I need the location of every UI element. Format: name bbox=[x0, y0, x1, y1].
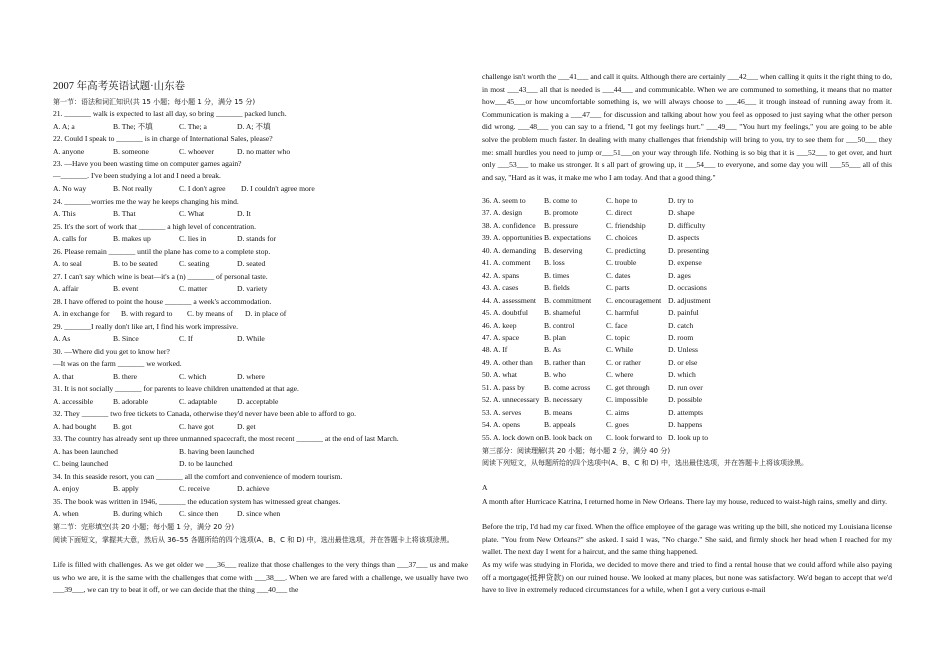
question-28: 28. I have offered to point the house _______ a week's accommodation. bbox=[53, 297, 272, 306]
cloze-option: 42. A. spans bbox=[482, 270, 520, 280]
cloze-option: D. expense bbox=[668, 258, 702, 268]
cloze-option-row bbox=[482, 233, 699, 243]
question-30-reply: —It was on the farm _______ we worked. bbox=[53, 359, 182, 368]
cloze-option: B. commitment bbox=[544, 295, 592, 305]
question-29-options: A. As B. Since C. If D. While bbox=[53, 334, 265, 343]
question-30: 30. —Where did you get to know her? bbox=[53, 347, 170, 356]
cloze-option: D. presenting bbox=[668, 245, 709, 255]
cloze-option: B. deserving bbox=[544, 245, 583, 255]
question-33: 33. The country has already sent up three unmanned spacecraft, the most recent _______ at the end of last March. bbox=[53, 434, 399, 443]
cloze-option: B. control bbox=[544, 320, 575, 330]
question-34: 34. In this seaside resort, you can _______ all the comfort and convenience of modern tourism. bbox=[53, 472, 343, 481]
cloze-option: 50. A. what bbox=[482, 370, 518, 380]
cloze-option: 36. A. seem to bbox=[482, 196, 526, 205]
cloze-option: 45. A. doubtful bbox=[482, 308, 528, 318]
cloze-option: D. Unless bbox=[668, 345, 698, 355]
cloze-option: B. pressure bbox=[544, 220, 579, 230]
cloze-option-row bbox=[482, 308, 699, 318]
cloze-option: 53. A. serves bbox=[482, 407, 522, 417]
cloze-option: 52. A. unnecessary bbox=[482, 395, 540, 405]
section3-header: 第三部分：阅读理解(共 20 小题；每小题 2 分，满分 40 分) bbox=[482, 447, 671, 455]
cloze-option-row bbox=[482, 433, 708, 443]
cloze-option: 44. A. assessment bbox=[482, 295, 536, 305]
cloze-option: C. While bbox=[606, 345, 634, 355]
cloze-option: D. difficulty bbox=[668, 220, 706, 230]
question-26-options: A. to seal B. to be seated C. seating D. seated bbox=[53, 259, 266, 268]
cloze-option: D. attempts bbox=[668, 407, 704, 417]
cloze-option-row bbox=[482, 345, 698, 355]
question-33-options-row1: A. has been launched B. having been launched bbox=[53, 447, 255, 456]
question-23-reply: —_______. I've been studying a lot and I need a break. bbox=[53, 171, 221, 180]
question-29: 29. _______I really don't like art, I find his work impressive. bbox=[53, 322, 239, 331]
cloze-option: D. happens bbox=[668, 420, 703, 430]
cloze-option: 46. A. keep bbox=[482, 320, 517, 330]
cloze-option-row bbox=[482, 296, 711, 306]
question-28-options: A. in exchange for B. with regard to C. by means of D. in place of bbox=[53, 309, 287, 318]
cloze-option: 48. A. If bbox=[482, 345, 508, 355]
cloze-option-row bbox=[482, 196, 694, 206]
cloze-option: 39. A. opportunities bbox=[482, 233, 543, 243]
cloze-option-row bbox=[482, 258, 702, 268]
passage-paragraph-3: As my wife was studying in Florida, we decided to move there and tried to find a rental house that we could afford while also paying off a mortgage(抵押贷款) on our ruined house. We looked at many places, but none was satisfactory. We'd began to accept that we'd have to live in extremely reduced circumstances for a while, when I got a very curious e-mail bbox=[482, 560, 892, 595]
cloze-option: C. goes bbox=[606, 420, 629, 430]
question-24: 24. _______worries me the way he keeps changing his mind. bbox=[53, 197, 239, 206]
cloze-option: D. aspects bbox=[668, 233, 700, 243]
cloze-passage-start: Life is filled with challenges. As we get older we ___36___ realize that those challenges to the very things than ___37___ us and make us who we are, it is the same with the challenges that come with ___38___. When we are fared with a challenge, we usually have two ___39___, we can try to beat it off, or we can decide that the thing ___40___ the bbox=[53, 560, 468, 595]
cloze-option: B. expectations bbox=[544, 233, 591, 243]
cloze-option: B. means bbox=[544, 407, 573, 417]
cloze-option-row bbox=[482, 246, 709, 256]
cloze-option: B. come to bbox=[544, 196, 578, 205]
passage-label: A bbox=[482, 483, 488, 492]
cloze-option: B. who bbox=[544, 370, 566, 380]
cloze-option: B. plan bbox=[544, 332, 566, 342]
cloze-option: B. loss bbox=[544, 258, 565, 268]
cloze-option: C. get through bbox=[606, 382, 650, 392]
cloze-option: D. look up to bbox=[668, 432, 709, 442]
cloze-option-row bbox=[482, 208, 695, 218]
cloze-option: 49. A. other than bbox=[482, 357, 533, 367]
cloze-option: B. appeals bbox=[544, 420, 576, 430]
cloze-option: C. harmful bbox=[606, 308, 639, 318]
cloze-option: C. choices bbox=[606, 233, 638, 243]
cloze-option: C. aims bbox=[606, 407, 630, 417]
cloze-option-row bbox=[482, 271, 691, 281]
cloze-option: B. rather than bbox=[544, 357, 586, 367]
cloze-option: 54. A. opens bbox=[482, 420, 520, 430]
question-31-options: A. accessible B. adorable C. adaptable D. acceptable bbox=[53, 397, 279, 406]
cloze-option: B. As bbox=[544, 345, 561, 355]
cloze-option: C. impossible bbox=[606, 395, 648, 405]
section2-header: 第二节：完形填空(共 20 小题；每小题 1 分，满分 20 分) bbox=[53, 523, 235, 531]
question-33-options-row2: C. being launched D. to be launched bbox=[53, 459, 233, 468]
cloze-option: D. adjustment bbox=[668, 295, 711, 305]
question-21-options: A. A; a B. The; 不填 C. The; a D. A; 不填 bbox=[53, 122, 271, 131]
question-27-options: A. affair B. event C. matter D. variety bbox=[53, 284, 268, 293]
cloze-option: D. occasions bbox=[668, 283, 707, 293]
cloze-option: C. or rather bbox=[606, 357, 641, 367]
cloze-option: C. face bbox=[606, 320, 628, 330]
question-35-options: A. when B. during which C. since then D. since when bbox=[53, 509, 281, 518]
cloze-option: B. shameful bbox=[544, 308, 581, 318]
question-24-options: A. This B. That C. What D. It bbox=[53, 209, 251, 218]
question-35: 35. The book was written in 1946, _______ the education system has witnessed great changes. bbox=[53, 497, 341, 506]
cloze-option: 38. A. confidence bbox=[482, 220, 536, 230]
cloze-option: B. promote bbox=[544, 208, 579, 218]
cloze-option: D. room bbox=[668, 332, 694, 342]
question-25: 25. It's the sort of work that _______ a high level of concentration. bbox=[53, 222, 256, 231]
cloze-option: 43. A. cases bbox=[482, 283, 519, 293]
cloze-option-row bbox=[482, 420, 702, 430]
question-26: 26. Please remain _______ until the plane has come to a complete stop. bbox=[53, 247, 271, 256]
cloze-option: B. look back on bbox=[544, 432, 593, 442]
cloze-option-row bbox=[482, 370, 696, 380]
cloze-option: B. times bbox=[544, 270, 570, 280]
question-30-options: A. that B. there C. which D. where bbox=[53, 372, 265, 381]
cloze-option: D. or else bbox=[668, 357, 698, 367]
cloze-option: C. hope to bbox=[606, 196, 638, 205]
cloze-option: 51. A. pass by bbox=[482, 382, 525, 392]
question-32: 32. They _______ two free tickets to Canada, otherwise they'd never have been able to afford to go. bbox=[53, 409, 357, 418]
cloze-option: D. try to bbox=[668, 196, 694, 205]
cloze-option: C. topic bbox=[606, 332, 631, 342]
question-31: 31. It is not socially _______ for parents to leave children unattended at that age. bbox=[53, 384, 299, 393]
cloze-option-row bbox=[482, 383, 703, 393]
cloze-option-row bbox=[482, 408, 703, 418]
cloze-option: D. shape bbox=[668, 208, 695, 218]
question-27: 27. I can't say which wine is beat—it's a (n) _______ of personal taste. bbox=[53, 272, 268, 281]
cloze-option: C. parts bbox=[606, 283, 630, 293]
cloze-option: D. run over bbox=[668, 382, 703, 392]
cloze-option-row bbox=[482, 358, 697, 368]
cloze-option: D. possible bbox=[668, 395, 703, 405]
cloze-option: 40. A. demanding bbox=[482, 245, 536, 255]
cloze-option: 37. A. design bbox=[482, 208, 523, 218]
cloze-option: C. friendship bbox=[606, 220, 646, 230]
cloze-option-row bbox=[482, 395, 702, 405]
cloze-option: C. predicting bbox=[606, 245, 646, 255]
cloze-option: B. fields bbox=[544, 283, 570, 293]
cloze-option: C. trouble bbox=[606, 258, 637, 268]
question-25-options: A. calls for B. makes up C. lies in D. stands for bbox=[53, 234, 277, 243]
question-23-options: A. No way B. Not really C. I don't agree D. I couldn't agree more bbox=[53, 184, 315, 193]
cloze-option: C. encouragement bbox=[606, 295, 662, 305]
passage-paragraph-1: A month after Hurricace Katrina, I returned home in New Orleans. There lay my house, reduced to waist-high rains, smelly and dirty. bbox=[482, 497, 888, 506]
section2-instructions: 阅读下面短文，掌握其大意，然后从 36–55 各题所给的四个选项(A、B、C 和 D) 中，选出最佳选项，并在答题卡上将该项涂黑。 bbox=[53, 536, 454, 544]
cloze-option: 41. A. comment bbox=[482, 258, 531, 268]
cloze-option: 55. A. lock down on bbox=[482, 432, 544, 442]
cloze-option: C. direct bbox=[606, 208, 633, 218]
cloze-option-row bbox=[482, 221, 705, 231]
cloze-passage-continued: challenge isn't worth the ___41___ and call it quits. Although there are certainly ___42___ when calling it quits it the right thing to do, in most ___43___ all that is needed is ___44___ and communicable. When we are communed to something, it means that no matter how___45___or how uncomfortable something is, we will always choose to ___46___ it trough instead of running away from it. Communication is making a ___47___ for discussion and talking about how you feel as opposed to just saying what the other person did wrong. ___48___ you can say to a friend, "I got my feelings hurt." ___49___ "You hurt my feelings," you are going to be able solve the problem much faster. In dealing with many challenges that friendship will bring to you, try to see them for ___50___ they me: small hurdles you need to jump or___51___on your way through life. Nothing is so big that it is ___52___ to get over, and hurt only ___53___ to make us stronger. It s all part of growing up, it ___54___ to everyone, and some day you will ___55___ all of this and say, "Hard as it was, it make me who I am today. And that a good thing." bbox=[482, 72, 892, 182]
cloze-option: D. which bbox=[668, 370, 696, 380]
question-22: 22. Could I speak to _______ is in charge of International Sales, please? bbox=[53, 134, 273, 143]
cloze-option: 47. A. space bbox=[482, 332, 520, 342]
question-34-options: A. enjoy B. apply C. receive D. achieve bbox=[53, 484, 270, 493]
cloze-option: B. come across bbox=[544, 382, 591, 392]
cloze-option-row bbox=[482, 283, 707, 293]
question-32-options: A. had bought B. got C. have got D. get bbox=[53, 422, 256, 431]
passage-paragraph-2: Before the trip, I'd had my car fixed. When the office employee of the garage was writing up the bill, she noticed my Louisiana license plate. "You from New Orleans?" she asked. I said I was, "No charge." She said, and firmly shock her head when I reached for my wallet. The next day I went for a haircut, and the same thing happened. bbox=[482, 522, 892, 557]
question-23: 23. —Have you been wasting time on computer games again? bbox=[53, 159, 242, 168]
cloze-option-row bbox=[482, 333, 693, 343]
section1-header: 第一节：语法和词汇知识(共 15 小题；每小题 1 分，满分 15 分) bbox=[53, 98, 256, 106]
cloze-option: D. ages bbox=[668, 270, 691, 280]
page-title: 2007 年高考英语试题·山东卷 bbox=[53, 81, 186, 92]
question-22-options: A. anyone B. someone C. whoever D. no matter who bbox=[53, 147, 291, 156]
cloze-option-row bbox=[482, 321, 693, 331]
section3-instructions: 阅读下列短文，从每题所给的四个选项中(A、B、C 和 D) 中，选出最佳选项，并在答题卡上将该项涂黑。 bbox=[482, 459, 809, 467]
cloze-option: C. dates bbox=[606, 270, 631, 280]
question-21: 21. _______ walk is expected to last all day, so bring _______ packed lunch. bbox=[53, 109, 287, 118]
cloze-option: C. where bbox=[606, 370, 634, 380]
cloze-option: C. look forward to bbox=[606, 432, 663, 442]
cloze-option: B. necessary bbox=[544, 395, 583, 405]
cloze-option: D. catch bbox=[668, 320, 694, 330]
cloze-option: D. painful bbox=[668, 308, 699, 318]
